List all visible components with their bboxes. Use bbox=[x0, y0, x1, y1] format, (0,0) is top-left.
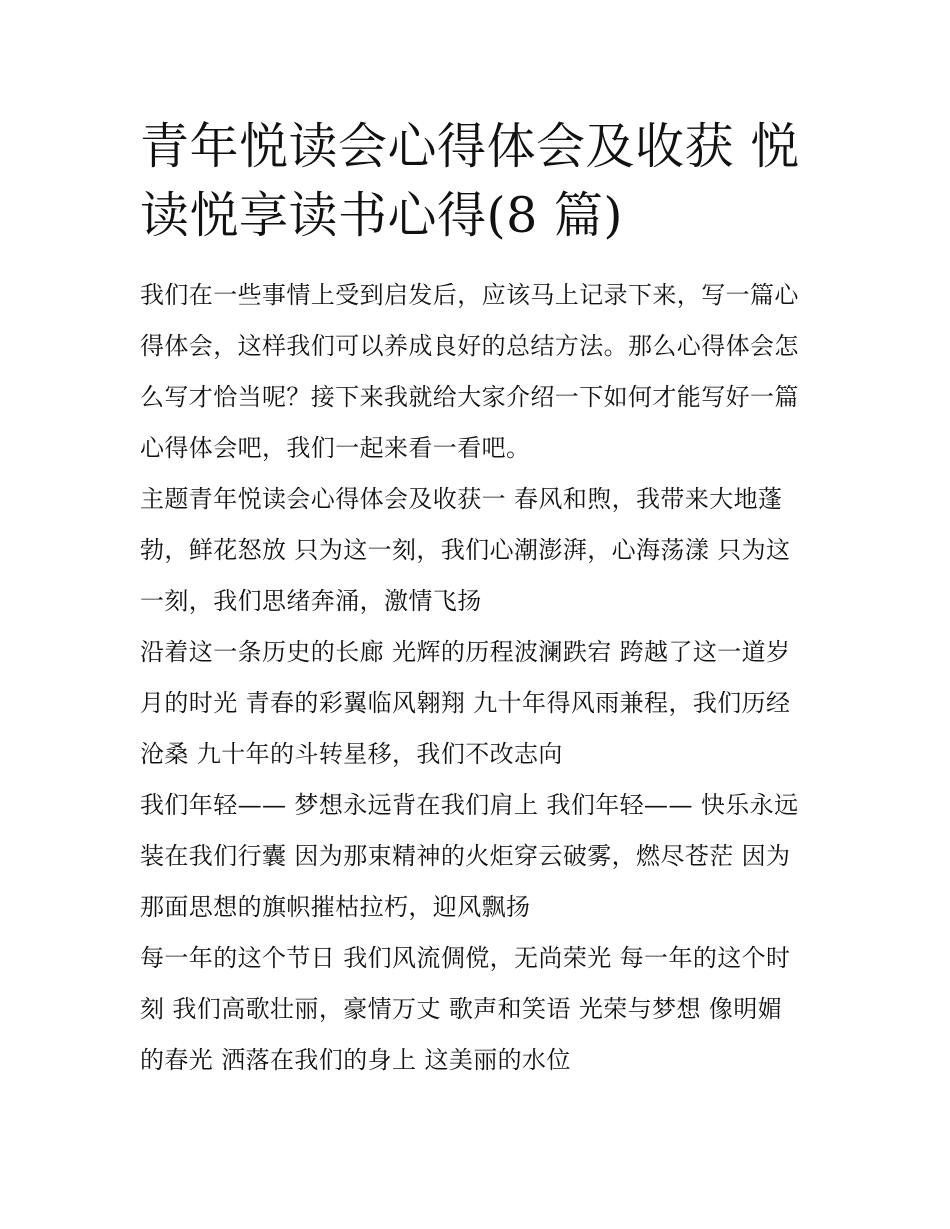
document-title bbox=[140, 112, 820, 250]
paragraph-line: 心得体会吧，我们一起来看一看吧。 bbox=[140, 434, 531, 462]
paragraph-line: 装在我们行囊 因为那束精神的火炬穿云破雾，燃尽苍茫 因为 bbox=[140, 842, 791, 870]
paragraph-line: 得体会，这样我们可以养成良好的总结方法。那么心得体会怎 bbox=[140, 332, 799, 360]
body-paragraph-3 bbox=[140, 780, 820, 933]
title-line-1: 青年悦读会心得体会及收获 悦 bbox=[140, 118, 800, 175]
paragraph-line: 勃，鲜花怒放 只为这一刻，我们心潮澎湃，心海荡漾 只为这 bbox=[140, 536, 791, 564]
paragraph-line: 那面思想的旗帜摧枯拉朽，迎风飘扬 bbox=[140, 893, 531, 921]
title-line-2: 读悦享读书心得(8 篇) bbox=[140, 187, 623, 244]
paragraph-line: 么写才恰当呢？接下来我就给大家介绍一下如何才能写好一篇 bbox=[140, 383, 799, 411]
paragraph-line: 沿着这一条历史的长廊 光辉的历程波澜跌宕 跨越了这一道岁 bbox=[140, 638, 791, 666]
paragraph-line: 我们在一些事情上受到启发后，应该马上记录下来，写一篇心 bbox=[140, 281, 799, 309]
paragraph-line: 刻 我们高歌壮丽，豪情万丈 歌声和笑语 光荣与梦想 像明媚 bbox=[140, 995, 783, 1023]
paragraph-line: 月的时光 青春的彩翼临风翱翔 九十年得风雨兼程，我们历经 bbox=[140, 689, 791, 717]
body-paragraph-2 bbox=[140, 627, 820, 780]
body-paragraph-1 bbox=[140, 474, 820, 627]
paragraph-line: 我们年轻—— 梦想永远背在我们肩上 我们年轻—— 快乐永远 bbox=[140, 791, 799, 819]
paragraph-line: 一刻，我们思绪奔涌，激情飞扬 bbox=[140, 587, 482, 615]
intro-paragraph bbox=[140, 270, 820, 474]
paragraph-line: 沧桑 九十年的斗转星移，我们不改志向 bbox=[140, 740, 563, 768]
paragraph-line: 主题青年悦读会心得体会及收获一 春风和煦，我带来大地蓬 bbox=[140, 485, 783, 513]
paragraph-line: 的春光 洒落在我们的身上 这美丽的水位 bbox=[140, 1046, 571, 1074]
paragraph-line: 每一年的这个节日 我们风流倜傥，无尚荣光 每一年的这个时 bbox=[140, 944, 791, 972]
document-body bbox=[140, 112, 820, 1086]
body-paragraph-4 bbox=[140, 933, 820, 1086]
